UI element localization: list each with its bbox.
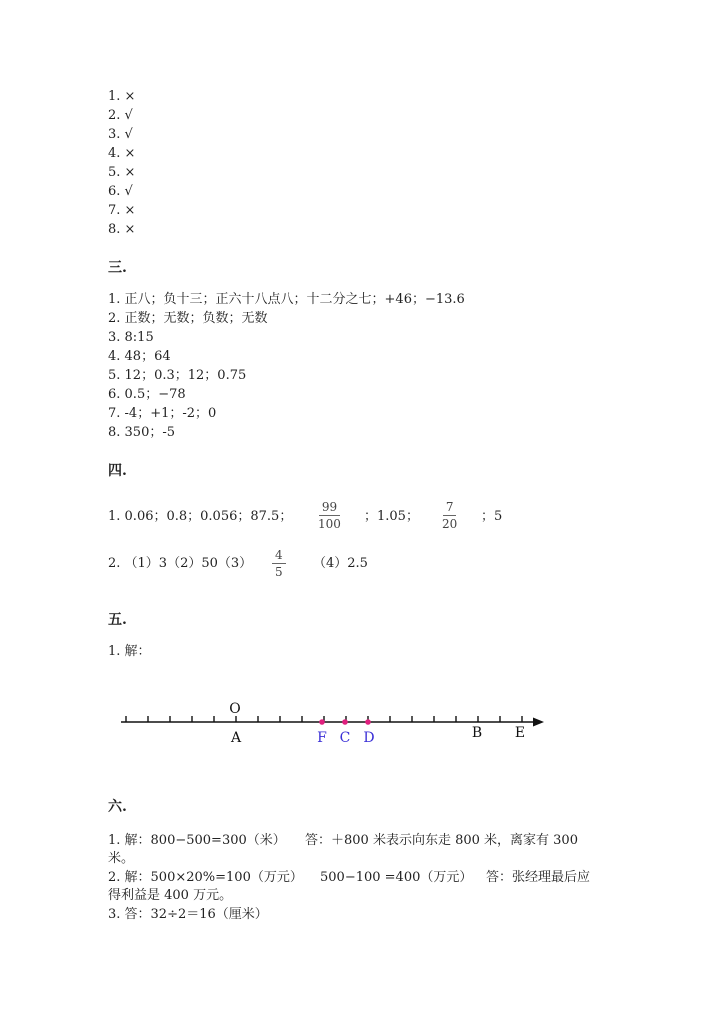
section4-item1-part1: 1. 0.06；0.8；0.056；87.5； [108, 509, 293, 524]
list-item: 8. × [108, 222, 136, 237]
label-D: D [363, 730, 375, 746]
list-item: 7. -4；+1；-2；0 [108, 406, 217, 421]
list-item: 1. × [108, 89, 136, 104]
fraction-99-100 [318, 500, 341, 531]
fraction-denominator: 5 [275, 565, 283, 579]
section6-heading: 六. [108, 799, 127, 815]
list-item: 2. 正数；无数；负数；无数 [108, 311, 268, 326]
list-item: 6. 0.5；−78 [108, 387, 186, 402]
list-item: 1. 正八；负十三；正六十八点八；十二分之七；+46；−13.6 [108, 292, 465, 307]
list-item: 2. √ [108, 108, 133, 123]
point-D [365, 719, 371, 725]
section4-heading: 四. [108, 463, 127, 479]
fraction-numerator: 7 [443, 500, 457, 516]
label-B: B [471, 725, 483, 741]
fraction-4-5 [272, 548, 286, 579]
list-item: 3. √ [108, 127, 133, 142]
list-item: 3. 8:15 [108, 330, 154, 345]
section5-heading: 五. [108, 612, 127, 628]
point-C [342, 719, 348, 725]
label-origin: O [229, 701, 241, 717]
list-item: 7. × [108, 203, 136, 218]
fraction-denominator: 100 [318, 517, 341, 531]
label-A: A [230, 730, 242, 746]
section3-heading: 三. [108, 260, 127, 276]
label-E: E [514, 725, 526, 741]
fraction-denominator: 20 [442, 517, 458, 531]
section4-item2-part2: （4）2.5 [313, 556, 368, 571]
number-line-arrow [533, 718, 544, 727]
list-item: 8. 350；-5 [108, 425, 176, 440]
list-item: 4. × [108, 146, 136, 161]
list-item: 4. 48；64 [108, 349, 171, 364]
fraction-7-20 [442, 500, 457, 531]
section6-item1-a: 1. 解：800−500=300（米） [108, 833, 286, 848]
point-F [319, 719, 325, 725]
fraction-numerator: 4 [272, 548, 286, 564]
list-item: 5. 12；0.3；12；0.75 [108, 368, 247, 383]
section6-item1-b: 答：＋800 米表示向东走 800 米，离家有 300 [305, 833, 578, 848]
section6-item2-d: 得利益是 400 万元。 [108, 888, 233, 903]
section6-item1-c: 米。 [108, 851, 135, 866]
label-C: C [339, 730, 351, 746]
label-F: F [317, 730, 327, 746]
list-item: 6. √ [108, 184, 133, 199]
section5-item1: 1. 解： [108, 644, 151, 659]
section6-item2-a: 2. 解：500×20%=100（万元） [108, 870, 303, 885]
number-line [0, 698, 720, 758]
section4-item2-part1: 2. （1）3（2）50（3） [108, 556, 253, 571]
fraction-numerator: 99 [319, 500, 340, 516]
section4-item1-part2: ；1.05； [364, 509, 419, 524]
section4-item1-part3: ；5 [481, 509, 503, 524]
section6-item3: 3. 答：32÷2＝16（厘米） [108, 907, 268, 922]
section6-item2-c: 答：张经理最后应 [486, 870, 591, 885]
list-item: 5. × [108, 165, 136, 180]
section6-item2-b: 500−100 =400（万元） [320, 870, 473, 885]
